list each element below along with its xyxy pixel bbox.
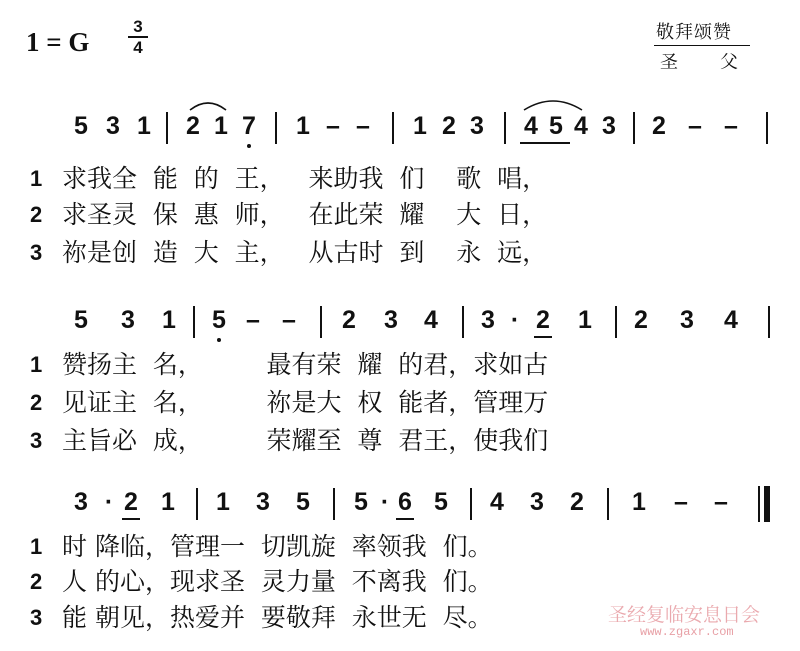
verse-number: 2 xyxy=(30,390,43,415)
underline xyxy=(122,518,140,520)
note: – xyxy=(326,112,340,140)
time-signature-bottom: 4 xyxy=(133,38,143,57)
note: 2 xyxy=(186,112,200,140)
barline xyxy=(196,488,198,520)
verse-number: 1 xyxy=(30,534,43,559)
note: 1 xyxy=(137,112,151,140)
note: 3 xyxy=(481,306,495,334)
note: 3 xyxy=(256,488,270,516)
barline xyxy=(615,306,617,338)
note: 2 xyxy=(442,112,456,140)
note: 1 xyxy=(413,112,427,140)
note: 3 xyxy=(680,306,694,334)
note: · xyxy=(510,306,520,334)
note: 1 xyxy=(296,112,310,140)
watermark-text: 圣经复临安息日会 xyxy=(608,604,761,626)
note: 4 xyxy=(490,488,504,516)
note: 2 xyxy=(634,306,648,334)
note: · xyxy=(104,488,114,516)
time-signature xyxy=(128,18,148,56)
category-divider xyxy=(654,45,750,46)
underline xyxy=(534,336,552,338)
note: 5 xyxy=(354,488,368,516)
final-barline-thick xyxy=(764,486,770,522)
barline xyxy=(766,112,768,144)
key-signature: 1 = G xyxy=(26,27,90,57)
note: · xyxy=(380,488,390,516)
note: 1 xyxy=(162,306,176,334)
underline xyxy=(396,518,414,520)
note: 4 xyxy=(724,306,738,334)
lyric-line: 赞扬主 名， 最有荣 耀 的君，求如古 xyxy=(62,350,549,379)
barline xyxy=(470,488,472,520)
barline xyxy=(166,112,168,144)
note: 5 xyxy=(434,488,448,516)
note: 4 xyxy=(574,112,588,140)
barline xyxy=(633,112,635,144)
lyric-line: 见证主 名， 祢是大 权 能者，管理万 xyxy=(62,388,549,417)
note: 1 xyxy=(578,306,592,334)
note: 6 xyxy=(398,488,412,516)
underline xyxy=(520,142,570,144)
note: 2 xyxy=(652,112,666,140)
lyric-line: 求我全 能 的 王， 来助我 们 歌 唱， xyxy=(62,164,548,193)
note: 4 xyxy=(524,112,538,140)
note: 2 xyxy=(536,306,550,334)
verse-number: 1 xyxy=(30,166,43,191)
note: 3 xyxy=(530,488,544,516)
composer-char-2: 父 xyxy=(720,52,738,73)
note: 5 xyxy=(212,306,226,334)
barline xyxy=(193,306,195,338)
composer-char-1: 圣 xyxy=(660,52,678,73)
note: 1 xyxy=(216,488,230,516)
verse-number: 3 xyxy=(30,240,43,265)
slur xyxy=(522,96,584,112)
time-signature-top: 3 xyxy=(133,17,143,36)
verse-number: 1 xyxy=(30,352,43,377)
note: – xyxy=(356,112,370,140)
final-barline-thin xyxy=(758,486,760,522)
note: 5 xyxy=(296,488,310,516)
note: 3 xyxy=(602,112,616,140)
barline xyxy=(768,306,770,338)
note: 3 xyxy=(106,112,120,140)
barline xyxy=(333,488,335,520)
note: – xyxy=(674,488,688,516)
verse-number: 2 xyxy=(30,202,43,227)
verse-number: 2 xyxy=(30,569,43,594)
low-octave-dot xyxy=(217,338,221,342)
note: – xyxy=(246,306,260,334)
note: 3 xyxy=(121,306,135,334)
verse-number: 3 xyxy=(30,428,43,453)
composer xyxy=(660,48,750,74)
note: 2 xyxy=(124,488,138,516)
lyric-line: 祢是创 造 大 主， 从古时 到 永 远， xyxy=(62,238,548,267)
lyric-line: 主旨必 成， 荣耀至 尊 君王，使我们 xyxy=(62,426,549,455)
note: 5 xyxy=(74,112,88,140)
barline xyxy=(504,112,506,144)
slur xyxy=(188,98,228,112)
barline xyxy=(462,306,464,338)
note: – xyxy=(688,112,702,140)
lyric-line: 能 朝见，热爱并 要敬拜 永世无 尽。 xyxy=(62,603,493,632)
note: 7 xyxy=(242,112,256,140)
lyric-line: 求圣灵 保 惠 师， 在此荣 耀 大 日， xyxy=(62,200,548,229)
note: 3 xyxy=(470,112,484,140)
note: 5 xyxy=(549,112,563,140)
note: 1 xyxy=(632,488,646,516)
note: – xyxy=(714,488,728,516)
barline xyxy=(320,306,322,338)
watermark-url: www.zgaxr.com xyxy=(640,625,734,639)
note: – xyxy=(724,112,738,140)
low-octave-dot xyxy=(247,144,251,148)
note: 3 xyxy=(74,488,88,516)
lyric-line: 时 降临，管理一 切凯旋 率领我 们。 xyxy=(62,532,493,561)
hymn-category: 敬拜颂赞 xyxy=(656,22,732,43)
note: 1 xyxy=(214,112,228,140)
note: 1 xyxy=(161,488,175,516)
note: 5 xyxy=(74,306,88,334)
barline xyxy=(607,488,609,520)
note: 2 xyxy=(342,306,356,334)
note: – xyxy=(282,306,296,334)
verse-number: 3 xyxy=(30,605,43,630)
note: 2 xyxy=(570,488,584,516)
barline xyxy=(275,112,277,144)
lyric-line: 人 的心，现求圣 灵力量 不离我 们。 xyxy=(62,567,493,596)
barline xyxy=(392,112,394,144)
note: 3 xyxy=(384,306,398,334)
note: 4 xyxy=(424,306,438,334)
